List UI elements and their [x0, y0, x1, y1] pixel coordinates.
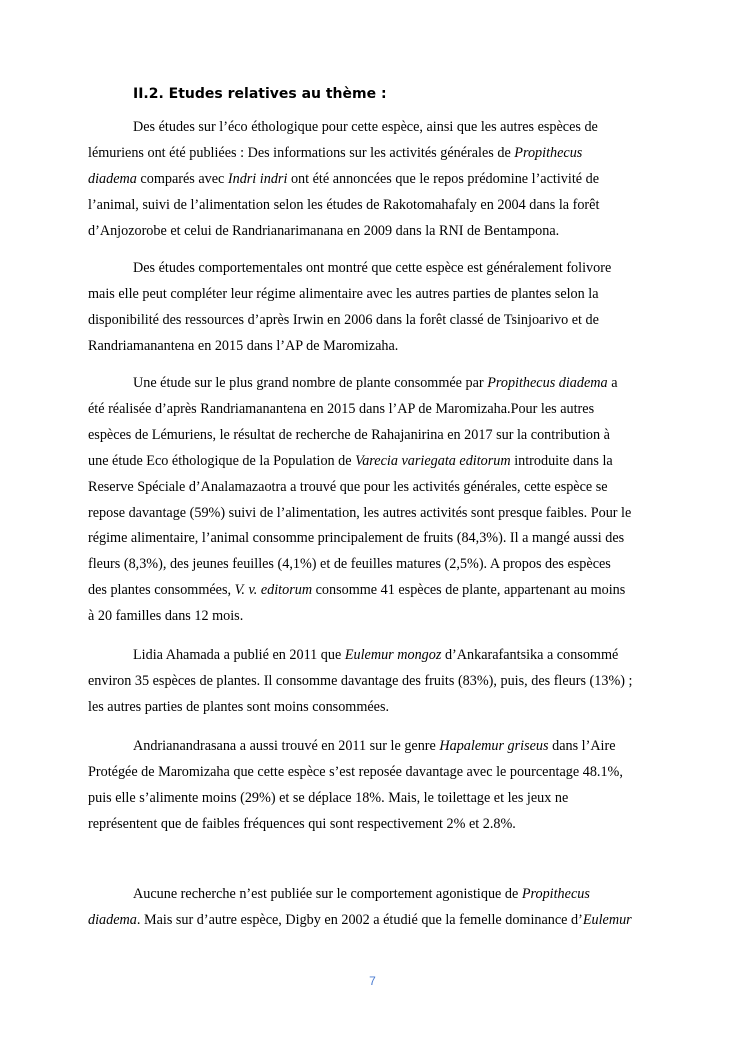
- paragraph-4-line: [88, 698, 389, 716]
- paragraph-3-line: [88, 504, 631, 522]
- text-run: a: [607, 375, 618, 391]
- text-run: Aucune recherche n’est publiée sur le comportement agonistique de: [133, 886, 522, 902]
- text-run: fleurs (8,3%), des jeunes feuilles (4,1%) et de feuilles matures (2,5%). A propos des espèces: [88, 556, 611, 573]
- text-run: Lidia Ahamada a publié en 2011 que: [133, 647, 345, 663]
- text-run: Reserve Spéciale d’Analamazaotra a trouvé que pour les activités générales, cette espèce se: [88, 478, 608, 495]
- text-run: régime alimentaire, l’animal consomme principalement de fruits (84,3%). Il a mangé aussi des: [88, 530, 625, 547]
- text-run: Des études comportementales ont montré que cette espèce est généralement folivore: [133, 260, 612, 276]
- paragraph-4-line: [133, 646, 618, 664]
- species-name: Indri indri: [227, 170, 288, 187]
- paragraph-2-line: [133, 259, 611, 277]
- paragraph-3-line: [88, 426, 610, 444]
- paragraph-1-line: [88, 144, 582, 162]
- species-name: Propithecus diadema: [487, 375, 608, 391]
- paragraph-2-line: [88, 337, 398, 355]
- text-run: représentent que de faibles fréquences qui sont respectivement 2% et 2.8%.: [88, 815, 516, 832]
- species-name: Hapalemur griseus: [439, 738, 549, 754]
- paragraph-3-line: [88, 529, 624, 547]
- paragraph-3-line: [88, 452, 613, 470]
- text-run: Une étude sur le plus grand nombre de plante consommée par: [133, 375, 488, 391]
- paragraph-3-line: [88, 555, 611, 573]
- paragraph-5-line: [88, 763, 623, 781]
- page-number: 7: [369, 974, 376, 988]
- text-run: lémuriens ont été publiées : Des informations sur les activités générales de: [88, 144, 515, 161]
- text-run: . Mais sur d’autre espèce, Digby en 2002 a étudié que la femelle dominance d’: [136, 911, 583, 928]
- text-run: introduite dans la: [510, 452, 613, 469]
- paragraph-5-line: [133, 737, 616, 755]
- text-run: été réalisée d’après Randriamanantena en 2015 dans l’AP de Maromizaha.Pour les autres: [88, 400, 595, 417]
- paragraph-3-line: [88, 607, 243, 625]
- text-run: mais elle peut compléter leur régime alimentaire avec les autres parties de plantes selon la: [88, 285, 599, 302]
- species-name: V. v. editorum: [234, 582, 313, 599]
- text-run: repose davantage (59%) suivi de l’alimentation, les autres activités sont presque faibles. Pour le: [88, 504, 632, 521]
- text-run: espèces de Lémuriens, le résultat de recherche de Rahajanirina en 2017 sur la contribution à: [88, 426, 610, 443]
- paragraph-3-line: [88, 478, 608, 496]
- paragraph-3-line: [88, 400, 594, 418]
- text-run: Protégée de Maromizaha que cette espèce s’est reposée davantage avec le pourcentage 48.1%,: [88, 763, 623, 780]
- paragraph-3-line: [133, 374, 618, 392]
- text-run: consomme 41 espèces de plante, appartenant au moins: [312, 582, 626, 599]
- paragraph-2-line: [88, 285, 599, 303]
- text-run: l’animal, suivi de l’alimentation selon les études de Rakotomahafaly en 2004 dans la forêt: [88, 196, 600, 213]
- paragraph-1-line: [88, 196, 599, 214]
- species-name: Propithecus: [514, 144, 583, 161]
- text-run: une étude Eco éthologique de la Population de: [88, 452, 356, 469]
- paragraph-3-line: [88, 581, 625, 599]
- paragraph-1-line: [88, 170, 599, 188]
- species-name: diadema: [88, 911, 137, 928]
- species-name: Propithecus: [521, 886, 590, 902]
- text-run: à 20 familles dans 12 mois.: [88, 608, 244, 625]
- text-run: disponibilité des ressources d’après Irwin en 2006 dans la forêt classé de Tsinjoarivo et de: [88, 311, 599, 328]
- paragraph-6-line: [133, 885, 590, 903]
- species-name: diadema: [88, 170, 137, 187]
- paragraph-2-line: [88, 311, 599, 329]
- text-run: Des études sur l’éco éthologique pour cette espèce, ainsi que les autres espèces de: [133, 119, 598, 135]
- text-run: Randriamanantena en 2015 dans l’AP de Maromizaha.: [88, 337, 399, 354]
- text-run: comparés avec: [136, 170, 228, 187]
- text-run: dans l’Aire: [548, 738, 616, 754]
- paragraph-1-line: [133, 118, 598, 136]
- paragraph-4-line: [88, 672, 633, 690]
- section-heading: II.2. Etudes relatives au thème :: [133, 86, 387, 102]
- text-run: les autres parties de plantes sont moins consommées.: [88, 698, 390, 715]
- paragraph-1-line: [88, 222, 559, 240]
- text-run: d’Ankarafantsika a consommé: [441, 647, 619, 663]
- species-name: Eulemur mongoz: [344, 647, 442, 663]
- species-name: Eulemur: [582, 911, 632, 928]
- text-run: d’Anjozorobe et celui de Randrianarimanana en 2009 dans la RNI de Bentampona.: [88, 222, 560, 239]
- text-run: ont été annoncées que le repos prédomine l’activité de: [287, 170, 599, 187]
- paragraph-5-line: [88, 789, 568, 807]
- text-run: Andrianandrasana a aussi trouvé en 2011 sur le genre: [133, 738, 440, 754]
- text-run: des plantes consommées,: [88, 582, 235, 599]
- paragraph-5-line: [88, 815, 516, 833]
- text-run: puis elle s’alimente moins (29%) et se déplace 18%. Mais, le toilettage et les jeux ne: [88, 789, 569, 806]
- text-run: environ 35 espèces de plantes. Il consomme davantage des fruits (83%), puis, des fleurs (13%) ;: [88, 672, 633, 689]
- species-name: Varecia variegata editorum: [355, 452, 511, 469]
- paragraph-6-line: [88, 911, 632, 929]
